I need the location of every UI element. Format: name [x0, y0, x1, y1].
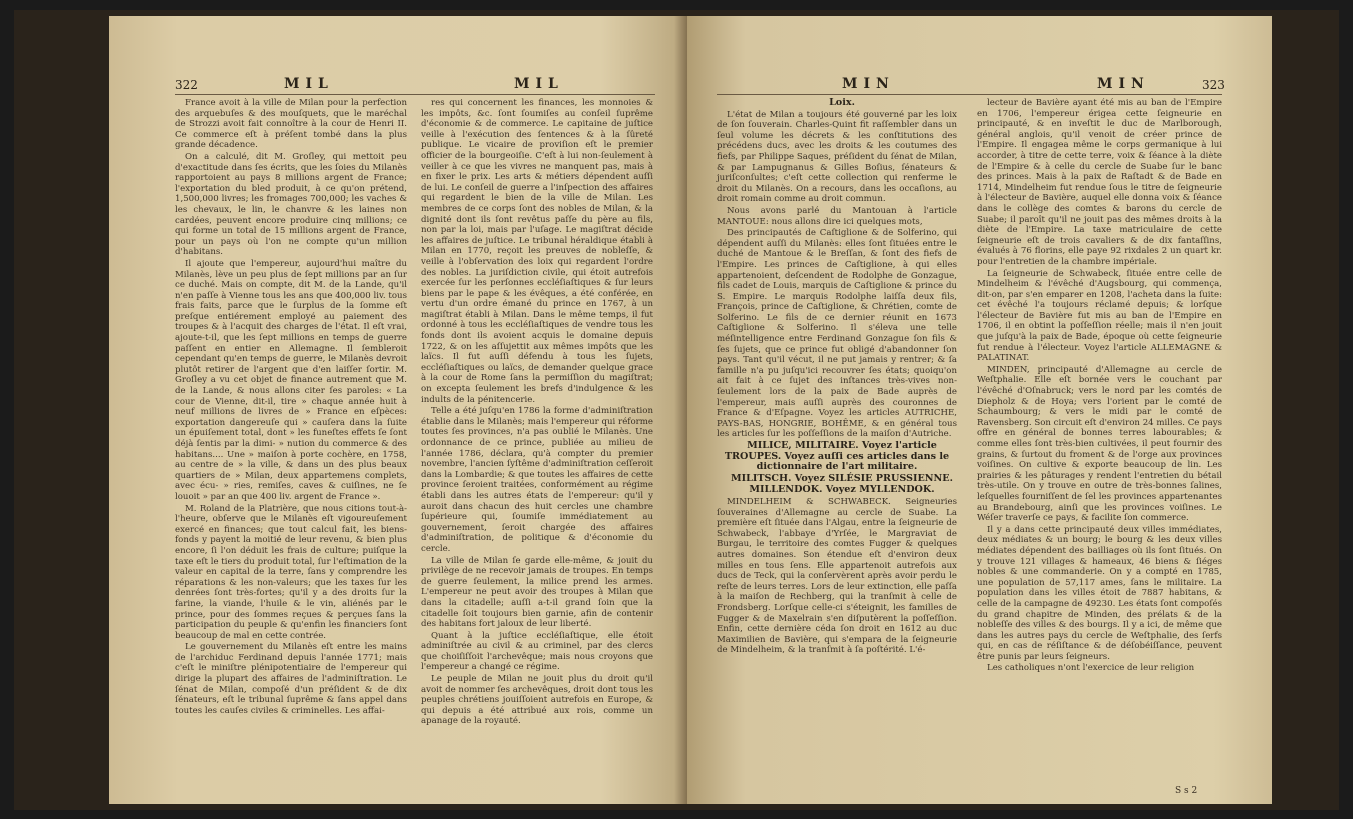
right-column-2 [977, 98, 1222, 675]
right-column-1 [717, 98, 957, 657]
left-column-1 [175, 98, 407, 717]
paragraph: Quant à la juſtice eccléſiaſtique, elle étoit adminiſtrée au civil & au criminel, par des clercs que choiſiſſoit l'archevêque; mais nous croyons que l'empereur a changé ce régime. [421, 630, 653, 673]
book-spread [14, 10, 1339, 810]
paragraph: France avoit à la ville de Milan pour la perfection des arquebuſes & des mouſquets, que le maréchal de Strozzi avoit fait connoître à la cour de Henri II. Ce commerce eſt à préſent tombé dans la plus grande décadence. [175, 98, 407, 151]
paragraph: Telle a été juſqu'en 1786 la forme d'adminiſtration établie dans le Milanès; mais l'empereur qui réforme toutes ſes provinces, n'a pas oublié le Milanès. Une ordonnance de ce prince, publiée au milieu de l'année 1786, déclara, qu'à compter du premier novembre, l'ancien ſyſtême d'adminiſtration ceſſeroit dans la Lombardie; & que toutes les affaires de cette province ſeroient traitées, conformément au régime établi dans les autres états de l'empereur: qu'il y auroit dans chacun des huit cercles une chambre ſupérieure qui, ſoumiſe immédiatement au gouvernement, ſeroit chargée des affaires d'adminiſtration, de politique & d'économie du cercle. [421, 406, 653, 554]
paragraph: MINDELHEIM & SCHWABECK. Seigneuries ſouveraines d'Allemagne au cercle de Suabe. La première eſt ſituée dans l'Algau, entre la ſeigneurie de Schwabeck, l'abbaye d'Yrſée, le Margraviat de Burgau, le territoire des comtes Fugger & quelques autres domaines. Son étendue eſt d'environ deux milles en tous ſens. Elle appartenoit autrefois aux ducs de Teck, qui la conſervèrent après avoir perdu le reſte de leurs terres. Lors de leur extinction, elle paſſa à la maiſon de Rechberg, qui la tranſmit à celle de Frondsberg. Lorſque celle-ci s'éteignit, les familles de Fugger & de Maxelrain s'en diſputèrent la poſſeſſion. Enfin, cette dernière céda ſon droit en 1612 au duc Maximilien de Bavière, qui s'empara de la ſeigneurie de Mindelheim, & la tranſmit à ſa poſtérité. L'é- [717, 496, 957, 656]
left-page [109, 16, 687, 804]
paragraph: La ſeigneurie de Schwabeck, ſituée entre celle de Mindelheim & l'évêché d'Augsbourg, qui commença, dit-on, par s'en emparer en 1208, l'acheta dans la ſuite: cet évêché l'a toujours réclamé depuis; & lorſque l'électeur de Bavière fut mis au ban de l'Empire en 1706, il en obtint la poſſeſſion réelle; mais il n'en jouit que juſqu'à la paix de Bade, époque où cette ſeigneurie fut rendue à l'électeur. Voyez l'article ALLEMAGNE & PALATINAT. [977, 268, 1222, 364]
paragraph: On a calculé, dit M. Groſley, qui mettoit peu d'exactitude dans ſes écrits, que les ſoies du Milanès rapportoient au pays 8 millions argent de France; l'exportation du bled produit, à ce qu'on prétend, 1,500,000 livres; les fromages 700,000; les vaches & les chevaux, le lin, le chanvre & les laines non cardées, peuvent encore produire cinq millions; ce qui forme un total de 15 millions argent de France, pour un pays où l'on ne compte qu'un million d'habitans. [175, 151, 407, 258]
header-rule [717, 94, 1222, 95]
page-number-left: 322 [175, 78, 198, 92]
catchword: S s 2 [1175, 786, 1198, 796]
left-column-2 [421, 98, 653, 728]
paragraph: L'état de Milan a toujours été gouverné par les loix de ſon ſouverain. Charles-Quint fit raſſembler dans un ſeul volume les décrets & les conſtitutions des précédens ducs, avec les droits & les coutumes des fiefs, par Philippe Saques, préſident du ſénat de Milan, & par Lampugnanus & Gilles Boſius, ſénateurs & juriſconſultes; c'eſt cette collection qui renferme le droit du Milanès. On a recours, dans les occaſions, au droit romain comme au droit commun. [717, 109, 957, 205]
paragraph: Le gouvernement du Milanès eſt entre les mains de l'archiduc Ferdinand depuis l'année 1771; mais c'eſt le miniſtre plénipotentiaire de l'empereur qui dirige la plupart des affaires de l'adminiſtration. Le ſénat de Milan, compoſé d'un préſident & de dix ſénateurs, eſt le tribunal ſuprême & ſans appel dans toutes les cauſes civiles & criminelles. Les affai- [175, 642, 407, 716]
paragraph: M. Roland de la Platrière, que nous citions tout-à-l'heure, obſerve que le Milanès eſt vigoureuſement exercé en finances; que tout calcul fait, les biens-fonds y payent la moitié de leur revenu, & bien plus encore, ſi l'on déduit les frais de culture; puiſque la taxe eſt le tiers du produit total, ſur l'eſtimation de la valeur en capital de la terre, ſans y comprendre les réparations & les non-valeurs; que les taxes ſur les denrées ſont très-fortes; qu'il y a des droits ſur la farine, la viande, l'huile & le vin, aliénés par le prince, pour des ſommes reçues & perçues ſans la participation du peuple & qu'enfin les financiers ſont beaucoup de mal en cette contrée. [175, 503, 407, 641]
paragraph: Des principautés de Caſtiglione & de Solferino, qui dépendent auſſi du Milanès: elles ſont ſituées entre le duché de Mantoue & le Breſſan, & ſont des fiefs de l'Empire. Les princes de Caſtiglione, à qui elles appartenoient, deſcendent de Rodolphe de Gonzague, fils cadet de Louis, marquis de Caſtiglione & prince du S. Empire. Le marquis Rodolphe laiſſa deux fils, François, prince de Caſtiglione, & Chrétien, comte de Solferino. Le fils de ce dernier réunit en 1673 Caſtiglione & Solferino. Il s'éleva une telle méſintelligence entre Ferdinand Gonzague ſon fils & ſes ſujets, que ce prince fut obligé d'abandonner ſon pays. Tant qu'il vécut, il ne put jamais y rentrer; & ſa famille n'a pu juſqu'ici recouvrer ſes états; quoiqu'on ait fait à ce ſujet des inſtances très-vives non-ſeulement lors de la paix de Bade auprès de l'empereur, mais auſſi auprès des couronnes de France & d'Eſpagne. Voyez les articles AUTRICHE, PAYS-BAS, HONGRIE, BOHÊME, & en général tous les articles ſur les poſſeſſions de la maiſon d'Autriche. [717, 228, 957, 440]
article-heading: MILLENDOK. Voyez MYLLENDOK. [749, 484, 935, 496]
running-head: MIN [842, 76, 895, 92]
paragraph: La ville de Milan ſe garde elle-même, & jouit du privilège de ne recevoir jamais de troupes. En temps de guerre ſeulement, la milice prend les armes. L'empereur ne peut avoir des troupes à Milan que dans la citadelle; auſſi a-t-il grand ſoin que la citadelle ſoit toujours bien garnie, afin de contenir des habitans fort jaloux de leur liberté. [421, 555, 653, 630]
running-head: MIN [1097, 76, 1150, 92]
paragraph: Les catholiques n'ont l'exercice de leur religion [987, 663, 1195, 674]
paragraph: Le peuple de Milan ne jouit plus du droit qu'il avoit de nommer ſes archevêques, droit dont tous les peuples chrétiens jouiſſoient autrefois en Europe, & qui depuis a été attribué aux rois, comme un apanage de la royauté. [421, 674, 654, 727]
paragraph: Nous avons parlé du Mantouan à l'article MANTOUE: nous allons dire ici quelques mots, [717, 205, 957, 227]
article-heading: MILITSCH. Voyez SILÉSIE PRUSSIENNE. [731, 472, 953, 484]
running-head: MIL [514, 76, 564, 92]
article-heading: MILICE, MILITAIRE. Voyez l'article TROUPES. Voyez auſſi ces articles dans le dictionnaire de l'art militaire. [724, 440, 950, 473]
right-page [687, 16, 1272, 804]
paragraph: Il y a dans cette principauté deux villes immédiates, deux médiates & un bourg; le bourg & les deux villes médiates dépendent des bailliages où ils ſont ſitués. On y trouve 121 villages & hameaux, 46 biens & ſiéges nobles & une commanderie. On y a compté en 1785, une population de 57,117 ames, ſans le militaire. La population dans les villes étoit de 7887 habitans, & celle de la campagne de 49230. Les états ſont compoſés du grand chapitre de Minden, des prélats & de la nobleſſe des villes & des bourgs. Il y a ici, de même que dans les autres pays du cercle de Weſtphalie, des ſerfs qui, en cas de réſiſtance & de déſobéiſſance, peuvent être punis par leurs ſeigneurs. [977, 524, 1222, 662]
header-rule [175, 94, 655, 95]
page-number-right: 323 [1202, 78, 1225, 92]
paragraph: lecteur de Bavière ayant été mis au ban de l'Empire en 1706, l'empereur érigea cette ſeigneurie en principauté, & en inveſtit le duc de Marlborough, général anglois, qu'il venoit de créer prince de l'Empire. Il engagea même le corps germanique à lui accorder, à titre de cette terre, voix & ſéance à la diète de l'Empire & à celle du cercle de Suabe ſur le banc des princes. Mais à la paix de Raſtadt & de Bade en 1714, Mindelheim fut rendue ſous le titre de ſeigneurie à l'électeur de Bavière, auquel elle donna voix & ſéance dans le collège des comtes & barons du cercle de Suabe; il paroît qu'il ne jouit pas des mêmes droits à la diète de l'Empire. La taxe matriculaire de cette ſeigneurie eſt de trois cavaliers & de dix fantaſſins, évalués à 76 florins, elle paye 92 rixdales 2 un quart kr. pour l'entretien de la chambre impériale. [977, 98, 1222, 267]
paragraph: Il ajoute que l'empereur, aujourd'hui maître du Milanès, lève un peu plus de ſept millions par an ſur ce duché. Mais on compte, dit M. de la Lande, qu'il n'en paſſe à Vienne tous les ans que 400,000 liv. tous frais faits, parce que le ſurplus de la ſomme eſt preſque entiérement employé au paiement des troupes & à l'acquit des charges de l'état. Il eſt vrai, ajoute-t-il, que les ſept millions en temps de guerre paſſent en entier en Allemagne. Il ſembleroit cependant qu'en temps de guerre, le Milanès devroit plutôt retirer de l'argent que d'en laiſſer ſortir. M. Groſley a vu cet objet de finance autrement que M. de la Lande, & nous allons citer ſes paroles: « La cour de Vienne, dit-il, tire » chaque année huit à neuf millions de livres de » France en eſpèces: exportation dangereuſe qui » cauſera dans la ſuite un épuiſement total, dont » les funeſtes effets ſe ſont déjà ſentis par la dimi- » nution du commerce & des habitans.... Une » maiſon à porte cochère, en 1758, au centre de » la ville, & dans un des plus beaux quartiers de » Milan, deux appartemens complets, avec écu- » ries, remiſes, caves & cuiſines, ne ſe louoit » par an que 400 liv. argent de France ». [175, 258, 407, 502]
article-heading: Loix. [829, 97, 855, 108]
paragraph: MINDEN, principauté d'Allemagne au cercle de Weſtphalie. Elle eſt bornée vers le couchant par l'évêché d'Oſnabruck; vers le nord par les comtés de Diepholz & de Hoya; vers l'orient par le comté de Schaumbourg; & vers le midi par le comté de Ravensberg. Son circuit eſt d'environ 24 milles. Ce pays offre en général de bonnes terres labourables; & comme elles ſont très-bien cultivées, il peut fournir des grains, & ſurtout du froment & de l'orge aux provinces voiſines. On cultive & exporte beaucoup de lin. Les prairies & les pâturages y rendent l'entretien du bétail très-utile. On y trouve en outre de très-bonnes ſalines, leſquelles fourniſſent de ſel les provinces appartenantes au Brandebourg, ainſi que les provinces voiſines. Le Wéſer traverſe ce pays, & facilite ſon commerce. [977, 364, 1223, 524]
running-head: MIL [284, 76, 334, 92]
paragraph: res qui concernent les finances, les monnoies & les impôts, &c. ſont ſoumiſes au conſeil ſuprême d'économie & de commerce. Le capitaine de juſtice veille à l'exécution des ſentences & à la ſûreté publique. Le vicaire de proviſion eſt le premier officier de la bourgeoiſie. C'eſt à lui non-ſeulement à veiller à ce que les vivres ne manquent pas, mais à en fixer le prix. Les arts & métiers dépendent auſſi de lui. Le conſeil de guerre a l'inſpection des affaires qui regardent le bien de la ville de Milan. Les membres de ce corps ſont des nobles de Milan, & la dignité dont ils ſont revêtus paſſe du père au fils, non par la loi, mais par l'uſage. Le magiſtrat décide les affaires de juſtice. Le tribunal héraldique établi à Milan en 1770, reçoit les preuves de nobleſſe, & veille à l'obſervation des loix qui regardent l'ordre des nobles. La juriſdiction civile, qui étoit autrefois exercée ſur les perſonnes eccléſiaſtiques & ſur leurs biens par le pape & les évêques, a été conférée, en vertu d'un ordre émané du prince en 1767, à un magiſtrat établi à Milan. Dans le même temps, il fut ordonné à tous les eccléſiaſtiques de vendre tous les fonds dont ils avoient acquis le domaine depuis 1722, & on les aſſujettit aux mêmes impôts que les laïcs. Il fut auſſi défendu à tous les ſujets, eccléſiaſtiques ou laïcs, de demander quelque grace à la cour de Rome ſans la permiſſion du magiſtrat; on excepta ſeulement les brefs d'indulgence & les indults de la pénitencerie. [421, 98, 653, 405]
